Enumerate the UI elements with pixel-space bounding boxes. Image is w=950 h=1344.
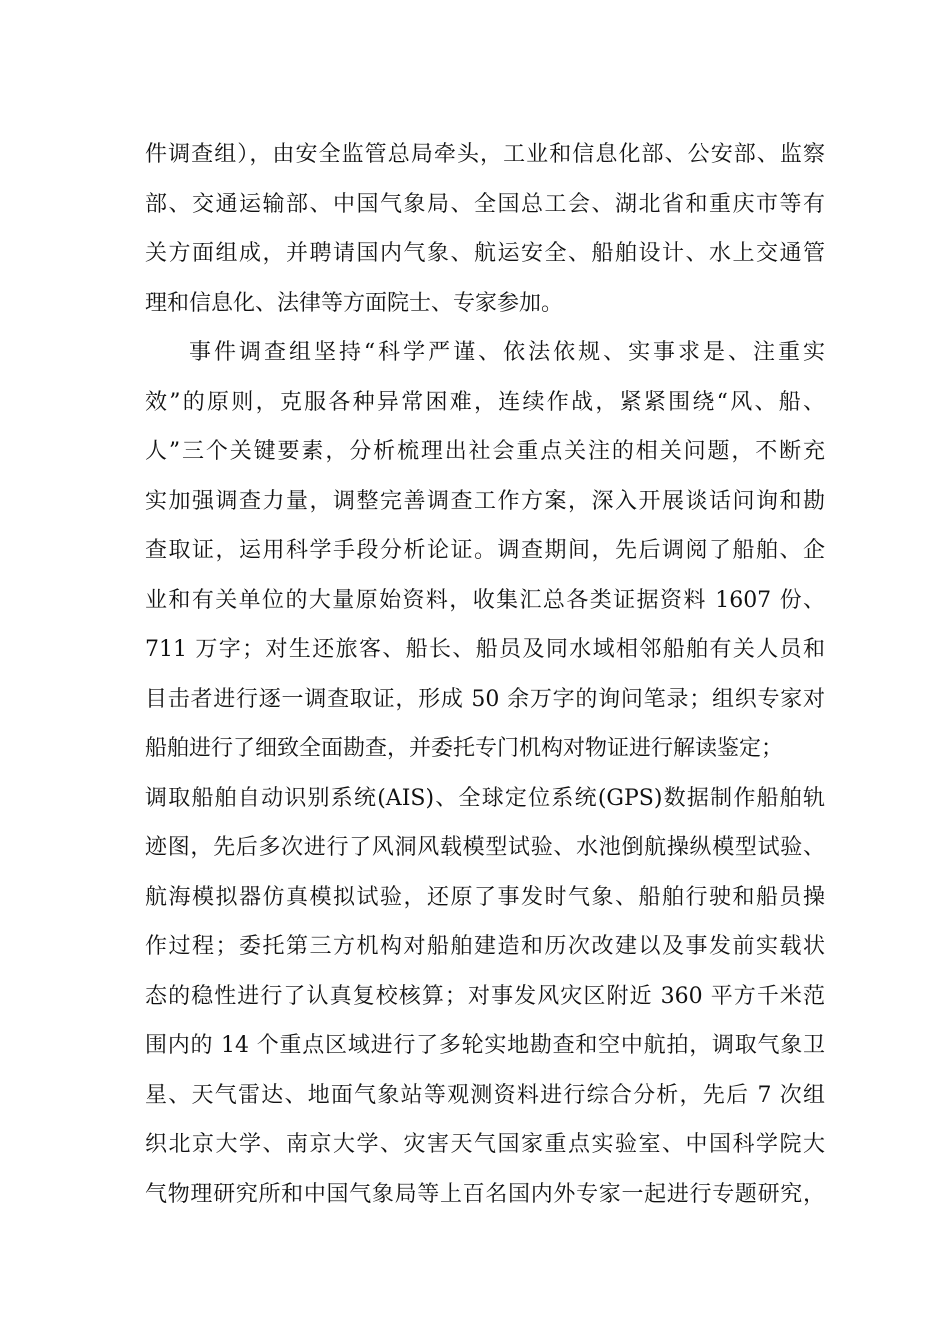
text-line: 织北京大学、南京大学、灾害天气国家重点实验室、中国科学院大 bbox=[145, 1132, 825, 1157]
text-line: 效”的原则，克服各种异常困难，连续作战，紧紧围绕“风、船、 bbox=[145, 389, 825, 415]
text-line: 航海模拟器仿真模拟试验，还原了事发时气象、船舶行驶和船员操 bbox=[145, 884, 825, 910]
text-line: 件调查组），由安全监管总局牵头，工业和信息化部、公安部、监察 bbox=[145, 142, 825, 167]
body-text bbox=[145, 130, 825, 1219]
text-line: 目击者进行逐一调查取证，形成 50 余万字的询问笔录；组织专家对 bbox=[145, 686, 825, 712]
text-line: 查取证，运用科学手段分析论证。调查期间，先后调阅了船舶、企 bbox=[145, 538, 825, 563]
text-line: 星、天气雷达、地面气象站等观测资料进行综合分析，先后 7 次组 bbox=[145, 1082, 825, 1108]
text-line: 围内的 14 个重点区域进行了多轮实地勘查和空中航拍，调取气象卫 bbox=[145, 1033, 825, 1058]
text-line: 船舶进行了细致全面勘查，并委托专门机构对物证进行解读鉴定； bbox=[145, 736, 784, 761]
text-line: 711 万字；对生还旅客、船长、船员及同水域相邻船舶有关人员和 bbox=[145, 637, 825, 662]
text-line: 实加强调查力量，调整完善调查工作方案，深入开展谈话问询和勘 bbox=[145, 488, 825, 514]
text-line: 事件调查组坚持“科学严谨、依法依规、实事求是、注重实 bbox=[189, 340, 825, 365]
text-line: 业和有关单位的大量原始资料，收集汇总各类证据资料 1607 份、 bbox=[145, 587, 825, 613]
text-line: 人”三个关键要素，分析梳理出社会重点关注的相关问题，不断充 bbox=[145, 439, 825, 464]
text-line: 关方面组成，并聘请国内气象、航运安全、船舶设计、水上交通管 bbox=[145, 241, 825, 266]
text-line: 理和信息化、法律等方面院士、专家参加。 bbox=[145, 290, 564, 316]
text-line: 迹图，先后多次进行了风洞风载模型试验、水池倒航操纵模型试验、 bbox=[145, 835, 825, 860]
text-line: 部、交通运输部、中国气象局、全国总工会、湖北省和重庆市等有 bbox=[145, 191, 825, 217]
text-line: 调取船舶自动识别系统(AIS)、全球定位系统(GPS)数据制作船舶轨 bbox=[145, 785, 825, 811]
text-line: 气物理研究所和中国气象局等上百名国内外专家一起进行专题研究， bbox=[145, 1181, 825, 1207]
text-line: 作过程；委托第三方机构对船舶建造和历次改建以及事发前实载状 bbox=[145, 934, 825, 959]
text-line: 态的稳性进行了认真复校核算；对事发风灾区附近 360 平方千米范 bbox=[145, 983, 825, 1009]
